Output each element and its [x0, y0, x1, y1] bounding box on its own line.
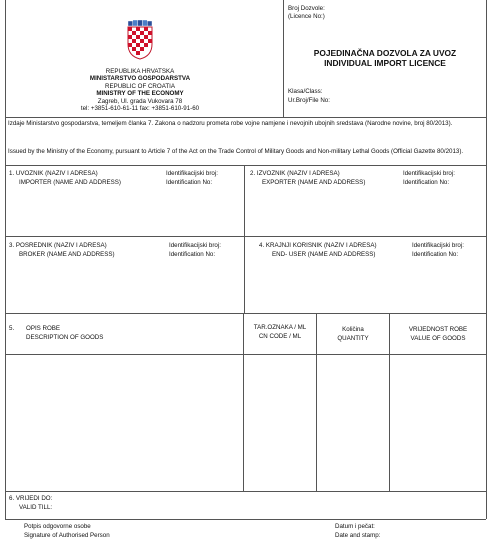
licence-number-label-hr: Broj Dozvole:	[288, 5, 325, 12]
title-hr: POJEDINAČNA DOZVOLA ZA UVOZ	[313, 48, 457, 58]
broker-label-hr: 3. POSREDNIK (NAZIV I ADRESA)	[9, 242, 107, 249]
cn-code-cell[interactable]	[244, 355, 316, 490]
rule-fields-top	[5, 165, 486, 166]
ministry-name-hr: MINISTARSTVO GOSPODARSTVA	[89, 75, 191, 83]
legal-basis-hr: Izdaje Ministarstvo gospodarstva, temeljem članka 7. Zakona o nadzoru prometa robe vojne namjene i nevojnih ubojnih sredstava (Narodne novine, broj 80/2013).	[8, 120, 453, 127]
exporter-id-label-en: Identification No:	[403, 179, 450, 186]
signature-label-en: Signature of Authorised Person	[24, 532, 110, 539]
ministry-name-en: MINISTRY OF THE ECONOMY	[96, 90, 184, 98]
ministry-contact: tel: +3851-610-61-11 fax: +3851-610-91-60	[80, 105, 200, 113]
cn-code-header-en: CN CODE / ML	[258, 333, 302, 340]
ministry-address: Zagreb, Ul. grada Vukovara 78	[97, 97, 183, 105]
broker-field[interactable]	[6, 260, 243, 312]
valid-till-field[interactable]	[80, 493, 484, 518]
coat-of-arms-emblem	[126, 20, 154, 60]
rule-bottom	[5, 519, 486, 520]
valid-till-label-en: VALID TILL:	[19, 504, 53, 511]
end-user-field[interactable]	[245, 260, 485, 312]
end-user-label-en: END- USER (NAME AND ADDRESS)	[272, 251, 376, 258]
importer-field[interactable]	[6, 188, 243, 235]
exporter-field[interactable]	[245, 188, 485, 235]
title-en: INDIVIDUAL IMPORT LICENCE	[324, 58, 446, 68]
rule-row2	[5, 236, 486, 237]
exporter-label-hr: 2. IZVOZNIK (NAZIV I ADRESA)	[250, 170, 340, 177]
page-title	[284, 48, 486, 68]
quantity-header-hr: Količina	[342, 326, 364, 333]
quantity-header-en: QUANTITY	[337, 335, 369, 342]
frame-right	[486, 0, 487, 519]
broker-label-en: BROKER (NAME AND ADDRESS)	[19, 251, 115, 258]
country-name-en: REPUBLIC OF CROATIA	[104, 82, 176, 90]
file-number-label: Ur.Broj/File No:	[288, 97, 330, 104]
ministry-block	[60, 68, 220, 112]
importer-id-label-hr: Identifikacijski broj:	[166, 170, 218, 177]
exporter-id-label-hr: Identifikacijski broj:	[403, 170, 455, 177]
cn-code-header-hr: TAR.OZNAKA / ML	[253, 324, 307, 331]
valid-till-label-hr: 6. VRIJEDI DO:	[9, 495, 53, 502]
broker-id-label-en: Identification No:	[169, 251, 216, 258]
broker-id-label-hr: Identifikacijski broj:	[169, 242, 221, 249]
rule-legal-top	[5, 117, 486, 118]
importer-label-hr: 1. UVOZNIK (NAZIV I ADRESA)	[9, 170, 98, 177]
importer-id-label-en: Identification No:	[166, 179, 213, 186]
exporter-label-en: EXPORTER (NAME AND ADDRESS)	[262, 179, 366, 186]
rule-validity-top	[5, 491, 486, 492]
importer-label-en: IMPORTER (NAME AND ADDRESS)	[19, 179, 121, 186]
licence-number-label-en: (Licence No:)	[288, 13, 325, 20]
class-label: Klasa/Class:	[288, 88, 323, 95]
country-name-hr: REPUBLIKA HRVATSKA	[105, 68, 175, 75]
date-stamp-label-hr: Datum i pečat:	[335, 523, 375, 530]
goods-description-header-en: DESCRIPTION OF GOODS	[26, 334, 104, 341]
goods-description-cell[interactable]	[6, 355, 243, 490]
legal-basis-en: Issued by the Ministry of the Economy, pursuant to Article 7 of the Act on the Trade Control of Military Goods and Non-military Lethal Goods (Official Gazette 80/2013).	[8, 148, 464, 155]
value-cell[interactable]	[390, 355, 486, 490]
rule-goods-top	[5, 313, 486, 314]
end-user-id-label-hr: Identifikacijski broj:	[412, 242, 464, 249]
signature-label-hr: Potpis odgovorne osobe	[24, 523, 91, 530]
quantity-cell[interactable]	[317, 355, 389, 490]
goods-number: 5.	[9, 325, 15, 332]
value-header-en: VALUE OF GOODS	[410, 335, 466, 342]
date-stamp-label-en: Date and stamp:	[335, 532, 381, 539]
end-user-id-label-en: Identification No:	[412, 251, 459, 258]
value-header-hr: VRIJEDNOST ROBE	[408, 326, 468, 333]
goods-description-header-hr: OPIS ROBE	[26, 325, 61, 332]
end-user-label-hr: 4. KRAJNJI KORISNIK (NAZIV I ADRESA)	[259, 242, 377, 249]
